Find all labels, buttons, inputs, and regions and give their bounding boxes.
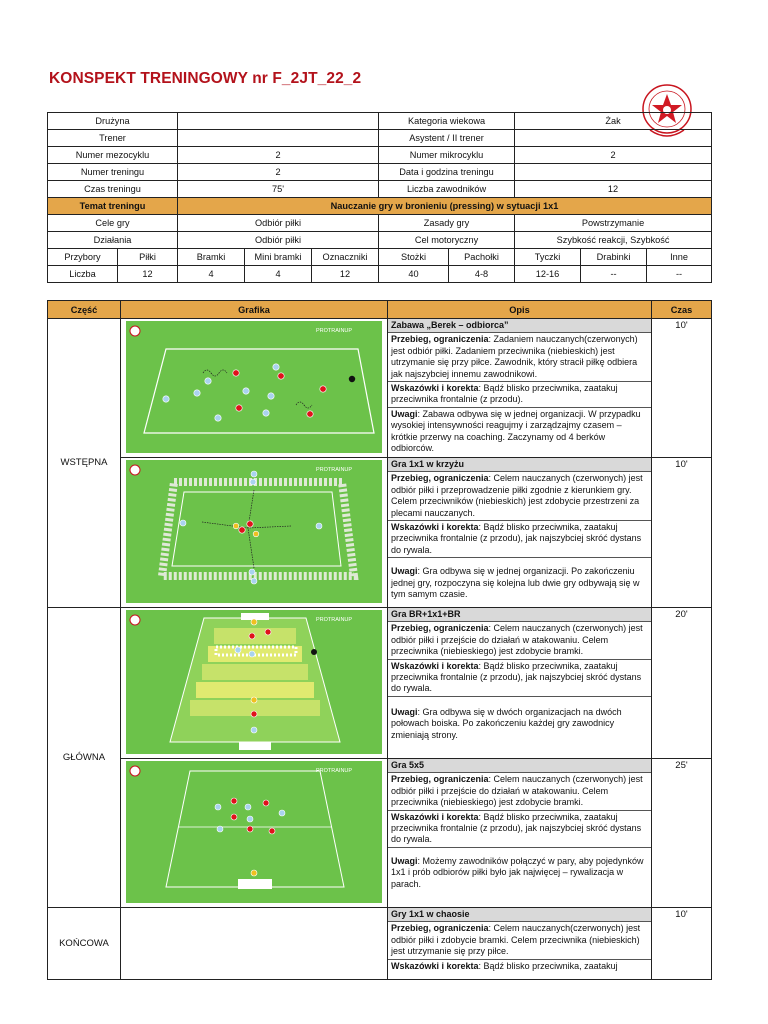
- wskazowki-label: Wskazówki i korekta: [391, 660, 479, 671]
- trener-label: Trener: [48, 130, 178, 147]
- wskazowki-text: [388, 960, 651, 973]
- col-part-header: Część: [48, 301, 121, 319]
- equipment-value[interactable]: 12-16: [515, 266, 581, 283]
- zasady-label: Zasady gry: [379, 215, 515, 232]
- trening-field[interactable]: 2: [178, 164, 379, 181]
- druzyna-label: Drużyna: [48, 113, 178, 130]
- trener-field[interactable]: [178, 130, 379, 147]
- mezocykl-field[interactable]: 2: [178, 147, 379, 164]
- wskazowki-value: : Bądź blisko przeciwnika, zaatakuj przeciwnika frontalnie (z przodu), jak najszybciej skróć dystans do rywala.: [391, 522, 642, 555]
- dzialania-field[interactable]: Odbiór piłki: [178, 232, 379, 249]
- equipment-value[interactable]: --: [581, 266, 647, 283]
- wskazowki-text: [388, 521, 651, 558]
- ball-icon: [311, 649, 317, 655]
- przebieg-value: : Celem nauczanych(czerwonych) jest odbiór piłki i zdobycie bramki. Celem przeciwnika (niebieskich) jest utrzymanie się przy piłce.: [391, 923, 641, 957]
- temat-label: Temat treningu: [48, 198, 178, 215]
- goalkeeper-icon: [251, 870, 257, 876]
- equipment-header: Pachołki: [449, 249, 515, 266]
- drill-graphic: [121, 759, 388, 908]
- header-table: [47, 112, 712, 283]
- watermark-label: PROTRAINUP: [316, 768, 353, 774]
- przebieg-value: : Celem nauczanych (czerwonych) jest odbiór piłki i przejście do działań w atakowaniu. Celem przeciwnika (niebieskiego) jest zdobycie bramki.: [391, 623, 643, 657]
- exercise-time: 25': [652, 759, 712, 908]
- trening-label: Numer treningu: [48, 164, 178, 181]
- equipment-value[interactable]: 40: [379, 266, 449, 283]
- col-graphic-header: Grafika: [121, 301, 388, 319]
- zawodnicy-label: Liczba zawodników: [379, 181, 515, 198]
- uwagi-text: [388, 848, 651, 891]
- watermark-label: PROTRAINUP: [316, 467, 353, 473]
- wskazowki-text: [388, 811, 651, 848]
- wskazowki-text: [388, 660, 651, 697]
- czas-field[interactable]: 75': [178, 181, 379, 198]
- equipment-value[interactable]: 4-8: [449, 266, 515, 283]
- equipment-header: Stożki: [379, 249, 449, 266]
- part-wstepna: WSTĘPNA: [48, 319, 121, 608]
- equipment-header: Oznaczniki: [312, 249, 379, 266]
- motoryczny-label: Cel motoryczny: [379, 232, 515, 249]
- przebieg-value: : Zadaniem nauczanych(czerwonych) jest odbiór piłki. Zadaniem przeciwnika (niebieskich) jest utrzymanie się przy piłce. Zawodnik, który stracił piłkę odbiera jak najszybciej innemu zawodnikowi.: [391, 334, 638, 379]
- exercise-name: Gry 1x1 w chaosie: [388, 908, 651, 922]
- exercise-description: [388, 319, 652, 458]
- drill-graphic: [121, 608, 388, 759]
- uwagi-label: Uwagi: [391, 566, 418, 577]
- czas-label: Czas treningu: [48, 181, 178, 198]
- wskazowki-text: [388, 382, 651, 408]
- watermark-label: PROTRAINUP: [316, 328, 353, 334]
- exercise-time: 10': [652, 908, 712, 980]
- equipment-value[interactable]: 4: [245, 266, 312, 283]
- wskazowki-label: Wskazówki i korekta: [391, 960, 479, 971]
- asystent-field[interactable]: [515, 130, 712, 147]
- przebieg-label: Przebieg, ograniczenia: [391, 923, 489, 934]
- przebieg-text: [388, 333, 651, 382]
- equipment-value[interactable]: 4: [178, 266, 245, 283]
- equipment-header: Piłki: [118, 249, 178, 266]
- wskazowki-value: : Bądź blisko przeciwnika, zaatakuj przeciwnika frontalnie (z przodu).: [391, 383, 618, 405]
- przebieg-label: Przebieg, ograniczenia: [391, 334, 489, 345]
- equipment-value[interactable]: 12: [312, 266, 379, 283]
- exercise-description: [388, 608, 652, 759]
- pitch-diagram: [126, 610, 382, 754]
- motoryczny-field[interactable]: Szybkość reakcji, Szybkość: [515, 232, 712, 249]
- col-time-header: Czas: [652, 301, 712, 319]
- kategoria-field[interactable]: Żak: [515, 113, 712, 130]
- przebieg-label: Przebieg, ograniczenia: [391, 473, 489, 484]
- equipment-header: Drabinki: [581, 249, 647, 266]
- uwagi-value: : Zabawa odbywa się w jednej organizacji. W przypadku wysokiej intensywności reagujmy i zarządzajmy czasem – krótkie przerwy na coaching. Zaczynamy od 4 berków odbiorców.: [391, 408, 641, 454]
- mezocykl-label: Numer mezocyklu: [48, 147, 178, 164]
- temat-field[interactable]: Nauczanie gry w bronieniu (pressing) w sytuacji 1x1: [178, 198, 712, 215]
- wskazowki-label: Wskazówki i korekta: [391, 522, 479, 533]
- exercise-name: Gra 1x1 w krzyżu: [388, 458, 651, 472]
- exercise-description: [388, 759, 652, 908]
- przebieg-label: Przebieg, ograniczenia: [391, 623, 489, 634]
- przebieg-value: : Celem nauczanych (czerwonych) jest odbiór piłki i przejście do działań w atakowaniu. Celem przeciwnika (niebieskiego) jest zdobycie bramki.: [391, 774, 643, 808]
- equipment-header: Mini bramki: [245, 249, 312, 266]
- col-desc-header: Opis: [388, 301, 652, 319]
- przebieg-value: : Celem nauczanych (czerwonych) jest odbiór piłki i przeprowadzenie piłki zgodnie z kierunkiem gry. Celem przeciwników (niebieskich) jest zdobycie przestrzeni za plecami nauczanych.: [391, 473, 643, 518]
- kategoria-label: Kategoria wiekowa: [379, 113, 515, 130]
- asystent-label: Asystent / II trener: [379, 130, 515, 147]
- wskazowki-value: : Bądź blisko przeciwnika, zaatakuj przeciwnika frontalnie (z przodu), jak najszybciej skróć dystans do rywala.: [391, 660, 642, 694]
- drill-graphic: [121, 458, 388, 608]
- part-koncowa: KOŃCOWA: [48, 908, 121, 980]
- mikrocykl-field[interactable]: 2: [515, 147, 712, 164]
- watermark-label: PROTRAINUP: [316, 617, 353, 623]
- ball-icon: [349, 376, 355, 382]
- przebieg-text: [388, 472, 651, 521]
- przebieg-label: Przebieg, ograniczenia: [391, 774, 489, 785]
- uwagi-label: Uwagi: [391, 706, 418, 717]
- data-field[interactable]: [515, 164, 712, 181]
- equipment-row-label: Liczba: [48, 266, 118, 283]
- zasady-field[interactable]: Powstrzymanie: [515, 215, 712, 232]
- uwagi-text: [388, 408, 651, 456]
- data-label: Data i godzina treningu: [379, 164, 515, 181]
- page-title: KONSPEKT TRENINGOWY nr F_2JT_22_2: [49, 70, 362, 87]
- equipment-header-row: [48, 249, 712, 266]
- uwagi-value: : Możemy zawodników połączyć w pary, aby pojedynków 1x1 i prób odbiorów piłki było jak najwięcej – rywalizacja w parach.: [391, 855, 644, 889]
- uwagi-label: Uwagi: [391, 855, 418, 866]
- przebieg-text: [388, 773, 651, 810]
- dzialania-label: Działania: [48, 232, 178, 249]
- exercise-description: [388, 908, 652, 980]
- plan-table: [47, 300, 712, 980]
- uwagi-text: [388, 697, 651, 742]
- pitch-diagram: [126, 761, 382, 903]
- uwagi-value: : Gra odbywa się w dwóch organizacjach na dwóch połowach boiska. Po zakończeniu każdej gry zawodnicy zmieniają strony.: [391, 706, 622, 740]
- wskazowki-label: Wskazówki i korekta: [391, 811, 479, 822]
- zawodnicy-field[interactable]: 12: [515, 181, 712, 198]
- wskazowki-value: : Bądź blisko przeciwnika, zaatakuj przeciwnika frontalnie (z przodu), jak najszybciej skróć dystans do rywala.: [391, 811, 642, 845]
- pitch-diagram: [126, 321, 382, 453]
- wskazowki-value: : Bądź blisko przeciwnika, zaatakuj: [478, 960, 618, 971]
- exercise-time: 10': [652, 319, 712, 458]
- przebieg-text: [388, 622, 651, 659]
- equipment-header: Bramki: [178, 249, 245, 266]
- equipment-value[interactable]: --: [647, 266, 712, 283]
- exercise-name: Gra BR+1x1+BR: [388, 608, 651, 622]
- drill-graphic-empty: [121, 908, 388, 980]
- pitch-diagram: [126, 460, 382, 603]
- equipment-header: Inne: [647, 249, 712, 266]
- exercise-description: [388, 458, 652, 608]
- uwagi-label: Uwagi: [391, 408, 418, 419]
- equipment-header: Tyczki: [515, 249, 581, 266]
- cele-field[interactable]: Odbiór piłki: [178, 215, 379, 232]
- equipment-header: Przybory: [48, 249, 118, 266]
- uwagi-text: [388, 558, 651, 601]
- drill-graphic: [121, 319, 388, 458]
- cele-label: Cele gry: [48, 215, 178, 232]
- mikrocykl-label: Numer mikrocyklu: [379, 147, 515, 164]
- equipment-value[interactable]: 12: [118, 266, 178, 283]
- druzyna-field[interactable]: [178, 113, 379, 130]
- exercise-time: 10': [652, 458, 712, 608]
- part-glowna: GŁÓWNA: [48, 608, 121, 908]
- wskazowki-label: Wskazówki i korekta: [391, 383, 479, 394]
- przebieg-text: [388, 922, 651, 959]
- uwagi-value: : Gra odbywa się w jednej organizacji. Po zakończeniu jednej gry, rozpoczyna się kolejna lub dwie gry odbywają się w tym samym czasie.: [391, 566, 640, 600]
- exercise-name: Gra 5x5: [388, 759, 651, 773]
- equipment-values-row: [48, 266, 712, 283]
- exercise-time: 20': [652, 608, 712, 759]
- exercise-name: Zabawa „Berek – odbiorca”: [388, 319, 651, 333]
